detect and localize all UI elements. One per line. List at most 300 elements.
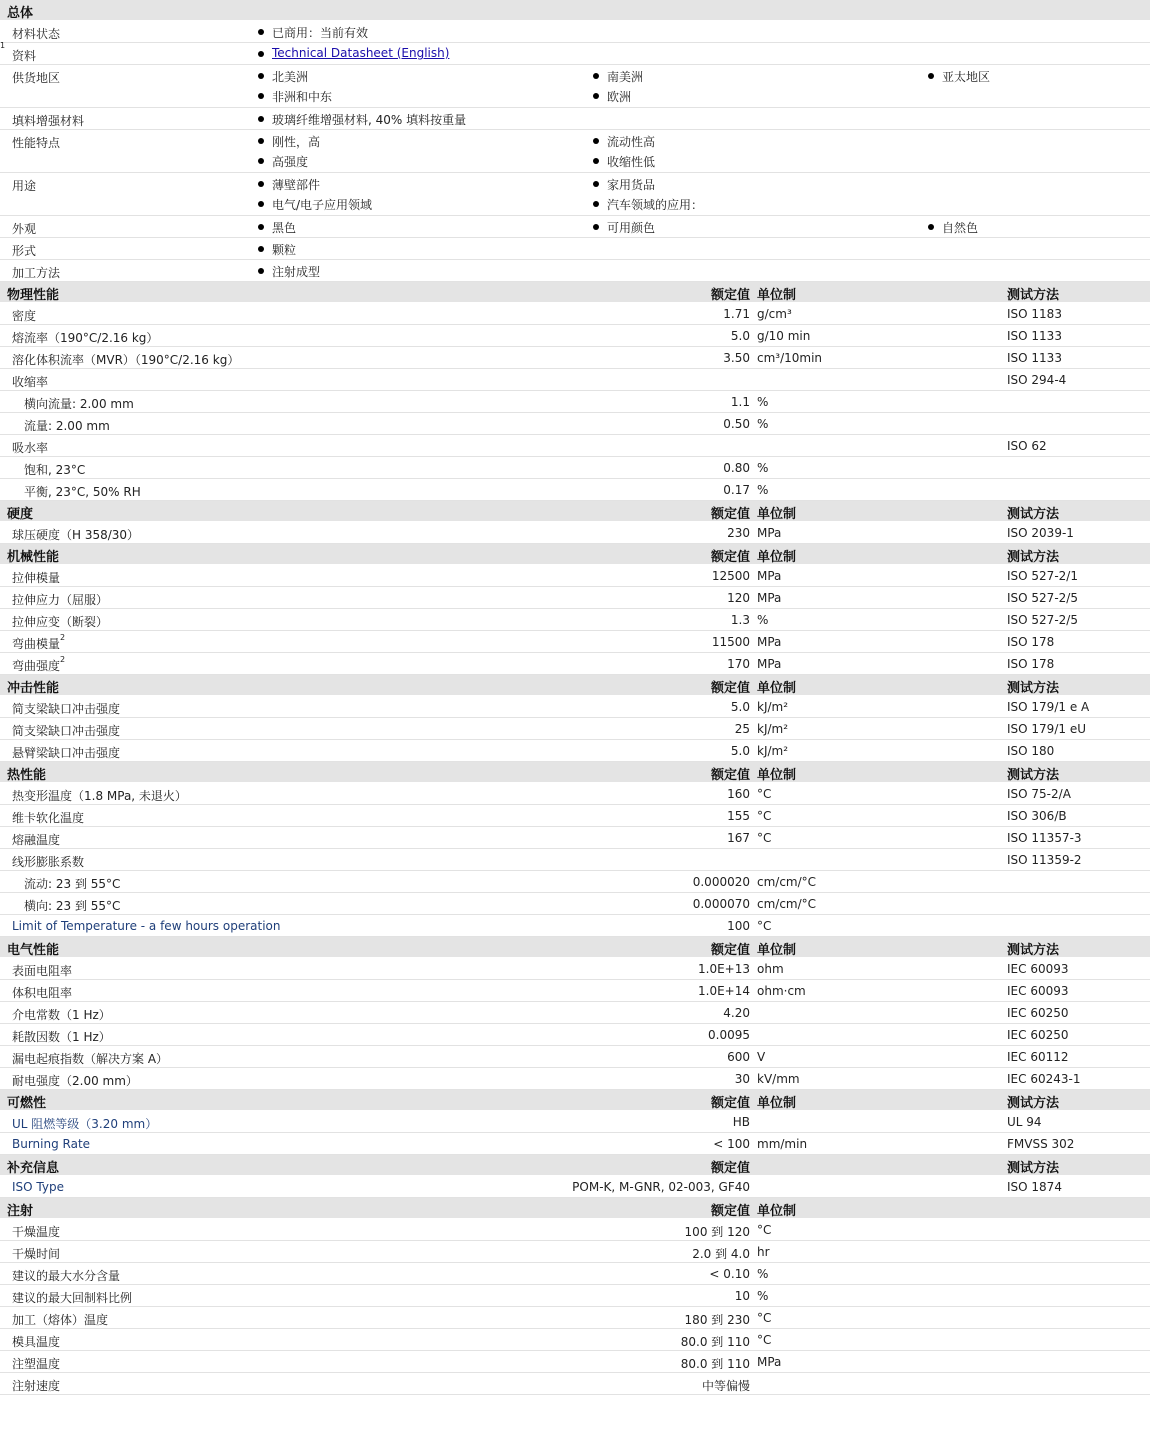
property-label bbox=[12, 657, 65, 674]
test-method: ISO 180 bbox=[1007, 744, 1055, 758]
property-label bbox=[24, 395, 134, 412]
test-method: ISO 1133 bbox=[1007, 351, 1062, 365]
property-label-text: 表面电阻率 bbox=[12, 964, 73, 978]
property-value: 1.0E+13 bbox=[698, 962, 750, 976]
property-unit: °C bbox=[757, 809, 772, 823]
property-label bbox=[12, 853, 84, 870]
column-header-method: 测试方法 bbox=[1007, 507, 1060, 522]
property-value: 160 bbox=[727, 787, 750, 801]
property-row bbox=[0, 958, 1150, 980]
property-value: 5.0 bbox=[730, 744, 750, 758]
datasheet-link[interactable]: Technical Datasheet (English) bbox=[272, 46, 450, 60]
property-value: 120 bbox=[727, 591, 750, 605]
property-value: 0.000020 bbox=[692, 875, 750, 889]
column-header-method: 测试方法 bbox=[1007, 550, 1060, 565]
property-value: 180 到 230 bbox=[684, 1313, 750, 1327]
property-label bbox=[12, 307, 36, 324]
property-label bbox=[12, 373, 48, 390]
column-header-value: 额定值 bbox=[710, 681, 750, 696]
property-value: 100 bbox=[727, 919, 750, 933]
test-method: ISO 1133 bbox=[1007, 329, 1062, 343]
property-label-text: 熔融温度 bbox=[12, 833, 61, 847]
test-method: IEC 60112 bbox=[1007, 1050, 1069, 1064]
property-value: 5.0 bbox=[730, 329, 750, 343]
property-unit: kJ/m² bbox=[757, 744, 789, 758]
property-row bbox=[0, 915, 1150, 937]
property-label bbox=[24, 461, 85, 478]
property-unit: % bbox=[757, 395, 769, 409]
property-unit: MPa bbox=[757, 1355, 782, 1369]
property-value: 2.0 到 4.0 bbox=[692, 1247, 750, 1261]
property-row bbox=[0, 849, 1150, 871]
property-row bbox=[0, 827, 1150, 849]
property-label-text: 弯曲强度 bbox=[12, 659, 61, 673]
test-method: UL 94 bbox=[1007, 1115, 1042, 1129]
property-unit: kV/mm bbox=[757, 1072, 800, 1086]
column-header-method: 测试方法 bbox=[1007, 1096, 1060, 1111]
property-row bbox=[0, 1068, 1150, 1090]
property-row bbox=[0, 391, 1150, 413]
property-unit: MPa bbox=[757, 569, 782, 583]
property-unit: % bbox=[757, 417, 769, 431]
property-row bbox=[0, 1219, 1150, 1241]
row-label: 外观 bbox=[12, 222, 37, 236]
footnote-marker: 2 bbox=[60, 633, 66, 642]
row-label: 供货地区 bbox=[12, 71, 61, 85]
property-unit: cm/cm/°C bbox=[757, 897, 817, 911]
bullet-item: 已商用：当前有效 bbox=[272, 26, 369, 40]
property-row bbox=[0, 457, 1150, 479]
property-value: 167 bbox=[727, 831, 750, 845]
property-label bbox=[12, 1137, 90, 1151]
property-label bbox=[12, 1006, 111, 1023]
property-label bbox=[12, 962, 72, 979]
column-header-method: 测试方法 bbox=[1007, 681, 1060, 696]
property-value: 5.0 bbox=[730, 700, 750, 714]
property-label bbox=[12, 744, 120, 761]
property-label-text: 熔流率（190°C/2.16 kg） bbox=[12, 331, 159, 345]
property-label-text: 拉伸模量 bbox=[12, 571, 61, 585]
property-value: 1.1 bbox=[730, 395, 750, 409]
property-label-text: UL 阻燃等级（3.20 mm） bbox=[12, 1117, 158, 1131]
property-row bbox=[0, 1351, 1150, 1373]
general-row bbox=[0, 21, 1150, 43]
property-label bbox=[12, 635, 65, 652]
property-unit: °C bbox=[757, 1311, 772, 1325]
property-label bbox=[24, 897, 120, 914]
section-title: 注射 bbox=[7, 1204, 34, 1219]
property-label-text: 简支梁缺口冲击强度 bbox=[12, 724, 121, 738]
property-label bbox=[12, 1311, 108, 1328]
property-label-text: 溶化体积流率（MVR）（190°C/2.16 kg） bbox=[12, 353, 240, 367]
row-label: 填料增强材料 bbox=[12, 114, 85, 128]
column-header-method: 测试方法 bbox=[1007, 768, 1060, 783]
property-unit: g/cm³ bbox=[757, 307, 792, 321]
property-label bbox=[12, 329, 158, 346]
column-header-unit: 单位制 bbox=[757, 943, 797, 958]
test-method: ISO 11359-2 bbox=[1007, 853, 1082, 867]
column-header-method: 测试方法 bbox=[1007, 288, 1060, 303]
property-label-text: 平衡, 23°C, 50% RH bbox=[24, 485, 141, 499]
property-label bbox=[12, 1355, 60, 1372]
bullet-item: 注射成型 bbox=[272, 265, 321, 279]
test-method: ISO 62 bbox=[1007, 439, 1047, 453]
property-unit: % bbox=[757, 1289, 769, 1303]
section-header bbox=[0, 675, 1150, 696]
general-row bbox=[0, 238, 1150, 260]
bullet-item: 收缩性低 bbox=[607, 155, 656, 169]
property-label-text: 耗散因数（1 Hz） bbox=[12, 1030, 111, 1044]
property-label bbox=[12, 919, 281, 933]
property-unit: MPa bbox=[757, 591, 782, 605]
property-value: 4.20 bbox=[723, 1006, 750, 1020]
property-label bbox=[12, 351, 239, 368]
property-label bbox=[12, 1267, 120, 1284]
property-row bbox=[0, 1285, 1150, 1307]
column-header-value: 额定值 bbox=[710, 1204, 750, 1219]
property-value: 80.0 到 110 bbox=[680, 1357, 750, 1371]
property-unit: ohm bbox=[757, 962, 784, 976]
property-label-text: 悬臂梁缺口冲击强度 bbox=[12, 746, 121, 760]
test-method: ISO 11357-3 bbox=[1007, 831, 1082, 845]
property-row bbox=[0, 347, 1150, 369]
row-label: 形式 bbox=[12, 244, 37, 258]
property-row bbox=[0, 413, 1150, 435]
section-title: 总体 bbox=[7, 6, 34, 21]
property-label-text: 耐电强度（2.00 mm） bbox=[12, 1074, 138, 1088]
property-label-text: 吸水率 bbox=[12, 441, 49, 455]
property-value: POM-K, M-GNR, 02-003, GF40 bbox=[572, 1180, 750, 1194]
bullet-item: 家用货品 bbox=[607, 178, 656, 192]
property-row bbox=[0, 1263, 1150, 1285]
property-unit: % bbox=[757, 613, 769, 627]
section-header bbox=[0, 762, 1150, 783]
property-row bbox=[0, 783, 1150, 805]
column-header-unit: 单位制 bbox=[757, 1204, 797, 1219]
property-value: 170 bbox=[727, 657, 750, 671]
section-header-general bbox=[0, 0, 1150, 21]
property-row bbox=[0, 740, 1150, 762]
property-value: 1.3 bbox=[730, 613, 750, 627]
section-title: 机械性能 bbox=[7, 550, 60, 565]
bullet-item: 玻璃纤维增强材料, 40% 填料按重量 bbox=[272, 113, 467, 127]
column-header-unit: 单位制 bbox=[757, 288, 797, 303]
property-label-text: 体积电阻率 bbox=[12, 986, 73, 1000]
property-label bbox=[12, 1377, 60, 1394]
property-row bbox=[0, 893, 1150, 915]
property-row bbox=[0, 871, 1150, 893]
property-label bbox=[24, 417, 110, 434]
property-label bbox=[12, 984, 72, 1001]
property-label bbox=[12, 1028, 111, 1045]
row-label: 用途 bbox=[12, 179, 37, 193]
property-row bbox=[0, 718, 1150, 740]
section-title: 电气性能 bbox=[7, 943, 60, 958]
property-row bbox=[0, 1111, 1150, 1133]
property-unit: MPa bbox=[757, 635, 782, 649]
column-header-value: 额定值 bbox=[710, 288, 750, 303]
property-value: 11500 bbox=[711, 635, 750, 649]
property-unit: mm/min bbox=[757, 1137, 808, 1151]
section-title: 物理性能 bbox=[7, 288, 60, 303]
property-label-text: Limit of Temperature - a few hours operation bbox=[12, 919, 281, 933]
property-value: 0.17 bbox=[723, 483, 750, 497]
property-value: 30 bbox=[734, 1072, 750, 1086]
property-row bbox=[0, 1176, 1150, 1198]
property-label bbox=[12, 831, 60, 848]
property-label-text: 弯曲模量 bbox=[12, 637, 61, 651]
property-unit: °C bbox=[757, 1223, 772, 1237]
property-label-text: 拉伸应力（屈服） bbox=[12, 593, 109, 607]
bullet-item: 流动性高 bbox=[607, 135, 656, 149]
property-label-text: 饱和, 23°C bbox=[24, 463, 86, 477]
column-header-value: 额定值 bbox=[710, 507, 750, 522]
property-label bbox=[12, 1223, 60, 1240]
section-header bbox=[0, 501, 1150, 522]
property-unit: °C bbox=[757, 919, 772, 933]
property-label-text: Burning Rate bbox=[12, 1137, 91, 1151]
section-header bbox=[0, 544, 1150, 565]
test-method: IEC 60243-1 bbox=[1007, 1072, 1081, 1086]
property-label bbox=[12, 1289, 132, 1306]
property-label bbox=[12, 1115, 157, 1132]
property-label-text: 线形膨胀系数 bbox=[12, 855, 85, 869]
property-label bbox=[12, 439, 48, 456]
property-label-text: 流动: 23 到 55°C bbox=[24, 877, 121, 891]
property-unit: V bbox=[757, 1050, 766, 1064]
property-row bbox=[0, 565, 1150, 587]
property-label bbox=[24, 483, 141, 500]
property-row bbox=[0, 1002, 1150, 1024]
property-row bbox=[0, 1046, 1150, 1068]
bullet-item: 汽车领域的应用： bbox=[607, 198, 704, 212]
property-unit: hr bbox=[757, 1245, 770, 1259]
property-label bbox=[12, 1333, 60, 1350]
property-row bbox=[0, 1133, 1150, 1155]
footnote-marker: 2 bbox=[60, 655, 66, 664]
bullet-item: 颗粒 bbox=[272, 243, 297, 257]
property-row bbox=[0, 653, 1150, 675]
property-unit: kJ/m² bbox=[757, 722, 789, 736]
test-method: IEC 60093 bbox=[1007, 962, 1069, 976]
property-label-text: 球压硬度（H 358/30） bbox=[12, 528, 140, 542]
bullet-item: 南美洲 bbox=[607, 70, 644, 84]
property-row bbox=[0, 587, 1150, 609]
property-unit: % bbox=[757, 1267, 769, 1281]
test-method: ISO 306/B bbox=[1007, 809, 1067, 823]
property-row bbox=[0, 479, 1150, 501]
property-row bbox=[0, 1329, 1150, 1351]
property-unit: % bbox=[757, 461, 769, 475]
test-method: ISO 2039-1 bbox=[1007, 526, 1074, 540]
bullet-item: 可用颜色 bbox=[607, 221, 656, 235]
property-label bbox=[12, 722, 120, 739]
property-label bbox=[12, 526, 139, 543]
test-method: ISO 294-4 bbox=[1007, 373, 1067, 387]
bullet-item: 非洲和中东 bbox=[272, 90, 333, 104]
property-value: 0.50 bbox=[723, 417, 750, 431]
property-unit: °C bbox=[757, 787, 772, 801]
property-value: 0.000070 bbox=[692, 897, 750, 911]
property-row bbox=[0, 325, 1150, 347]
bullet-item: 电气/电子应用领域 bbox=[272, 198, 373, 212]
test-method: ISO 527-2/5 bbox=[1007, 591, 1078, 605]
property-label bbox=[12, 591, 108, 608]
property-label-text: 建议的最大水分含量 bbox=[12, 1269, 121, 1283]
section-header bbox=[0, 1198, 1150, 1219]
property-label-text: 热变形温度（1.8 MPa, 未退火） bbox=[12, 789, 187, 803]
property-label bbox=[12, 1050, 168, 1067]
section-title: 补充信息 bbox=[7, 1161, 60, 1176]
property-unit: g/10 min bbox=[757, 329, 811, 343]
property-label bbox=[12, 569, 60, 586]
property-unit: kJ/m² bbox=[757, 700, 789, 714]
row-label: 加工方法 bbox=[12, 266, 61, 280]
property-row bbox=[0, 980, 1150, 1002]
property-label bbox=[24, 875, 120, 892]
test-method: ISO 75-2/A bbox=[1007, 787, 1071, 801]
section-header bbox=[0, 1155, 1150, 1176]
property-label bbox=[12, 700, 120, 717]
property-row bbox=[0, 435, 1150, 457]
section-title: 热性能 bbox=[7, 768, 47, 783]
property-label-text: 注塑温度 bbox=[12, 1357, 61, 1371]
property-value: HB bbox=[732, 1115, 750, 1129]
property-row bbox=[0, 805, 1150, 827]
test-method: ISO 178 bbox=[1007, 657, 1055, 671]
property-label bbox=[12, 809, 84, 826]
property-unit: MPa bbox=[757, 526, 782, 540]
test-method: IEC 60250 bbox=[1007, 1006, 1069, 1020]
property-label-text: 漏电起痕指数（解决方案 A） bbox=[12, 1052, 169, 1066]
test-method: ISO 1874 bbox=[1007, 1180, 1062, 1194]
row-label: 材料状态 bbox=[12, 27, 61, 41]
property-row bbox=[0, 1307, 1150, 1329]
column-header-value: 额定值 bbox=[710, 1161, 750, 1176]
section-header bbox=[0, 282, 1150, 303]
property-unit: % bbox=[757, 483, 769, 497]
property-row bbox=[0, 696, 1150, 718]
property-unit: °C bbox=[757, 1333, 772, 1347]
property-label-text: 密度 bbox=[12, 309, 37, 323]
property-value: 80.0 到 110 bbox=[680, 1335, 750, 1349]
property-value: 3.50 bbox=[723, 351, 750, 365]
property-value: 155 bbox=[727, 809, 750, 823]
property-row bbox=[0, 631, 1150, 653]
property-label bbox=[12, 1245, 60, 1262]
property-label-text: 维卡软化温度 bbox=[12, 811, 85, 825]
column-header-value: 额定值 bbox=[710, 1096, 750, 1111]
general-row bbox=[0, 43, 1150, 65]
property-value: 1.71 bbox=[723, 307, 750, 321]
property-label-text: 注射速度 bbox=[12, 1379, 61, 1393]
property-value: 中等偏慢 bbox=[701, 1379, 750, 1393]
bullet-item: 薄壁部件 bbox=[272, 178, 321, 192]
bullet-item: 刚性，高 bbox=[272, 135, 321, 149]
section-header bbox=[0, 937, 1150, 958]
property-label bbox=[12, 1180, 64, 1194]
column-header-unit: 单位制 bbox=[757, 550, 797, 565]
test-method: FMVSS 302 bbox=[1007, 1137, 1075, 1151]
test-method: ISO 1183 bbox=[1007, 307, 1062, 321]
property-value: < 100 bbox=[713, 1137, 750, 1151]
test-method: ISO 527-2/5 bbox=[1007, 613, 1078, 627]
column-header-unit: 单位制 bbox=[757, 768, 797, 783]
property-unit: ohm·cm bbox=[757, 984, 806, 998]
property-label-text: 拉伸应变（断裂） bbox=[12, 615, 109, 629]
test-method: IEC 60093 bbox=[1007, 984, 1069, 998]
test-method: IEC 60250 bbox=[1007, 1028, 1069, 1042]
footnote-marker: 1 bbox=[0, 41, 6, 50]
section-header bbox=[0, 1090, 1150, 1111]
property-value: 0.80 bbox=[723, 461, 750, 475]
property-label bbox=[12, 613, 108, 630]
property-label-text: 干燥时间 bbox=[12, 1247, 61, 1261]
property-unit: °C bbox=[757, 831, 772, 845]
property-row bbox=[0, 369, 1150, 391]
property-label-text: 收缩率 bbox=[12, 375, 49, 389]
bullet-item: 高强度 bbox=[272, 155, 309, 169]
property-label-text: 流量: 2.00 mm bbox=[24, 419, 110, 433]
property-label-text: 介电常数（1 Hz） bbox=[12, 1008, 111, 1022]
general-row bbox=[0, 260, 1150, 282]
property-value: 600 bbox=[727, 1050, 750, 1064]
property-value: < 0.10 bbox=[709, 1267, 750, 1281]
property-label-text: 建议的最大回制料比例 bbox=[12, 1291, 133, 1305]
test-method: ISO 179/1 e A bbox=[1007, 700, 1090, 714]
property-value: 12500 bbox=[711, 569, 750, 583]
section-title: 硬度 bbox=[7, 507, 34, 522]
property-row bbox=[0, 1241, 1150, 1263]
bullet-item: 自然色 bbox=[942, 221, 979, 235]
bullet-item: 北美洲 bbox=[272, 70, 309, 84]
property-label-text: 模具温度 bbox=[12, 1335, 61, 1349]
column-header-unit: 单位制 bbox=[757, 681, 797, 696]
property-label bbox=[12, 1072, 138, 1089]
bullet-item: 黑色 bbox=[272, 221, 297, 235]
test-method: ISO 527-2/1 bbox=[1007, 569, 1078, 583]
bullet-item: 亚太地区 bbox=[942, 70, 991, 84]
general-row bbox=[0, 173, 1150, 216]
column-header-value: 额定值 bbox=[710, 943, 750, 958]
property-row bbox=[0, 522, 1150, 544]
general-row bbox=[0, 108, 1150, 130]
property-label bbox=[12, 787, 187, 804]
row-label: 性能特点 bbox=[12, 136, 61, 150]
property-unit: MPa bbox=[757, 657, 782, 671]
property-label-text: 简支梁缺口冲击强度 bbox=[12, 702, 121, 716]
column-header-value: 额定值 bbox=[710, 550, 750, 565]
general-row bbox=[0, 216, 1150, 238]
property-label-text: 横向: 23 到 55°C bbox=[24, 899, 121, 913]
property-unit: cm³/10min bbox=[757, 351, 823, 365]
column-header-method: 测试方法 bbox=[1007, 943, 1060, 958]
property-value: 100 到 120 bbox=[684, 1225, 750, 1239]
property-row bbox=[0, 1373, 1150, 1395]
column-header-value: 额定值 bbox=[710, 768, 750, 783]
property-row bbox=[0, 303, 1150, 325]
property-value: 1.0E+14 bbox=[698, 984, 750, 998]
general-row bbox=[0, 65, 1150, 108]
section-title: 冲击性能 bbox=[7, 681, 60, 696]
test-method: ISO 178 bbox=[1007, 635, 1055, 649]
property-unit: cm/cm/°C bbox=[757, 875, 817, 889]
property-value: 0.0095 bbox=[708, 1028, 750, 1042]
column-header-method: 测试方法 bbox=[1007, 1161, 1060, 1176]
section-title: 可燃性 bbox=[7, 1096, 47, 1111]
property-label-text: 干燥温度 bbox=[12, 1225, 61, 1239]
row-label: 资料 bbox=[12, 49, 37, 63]
